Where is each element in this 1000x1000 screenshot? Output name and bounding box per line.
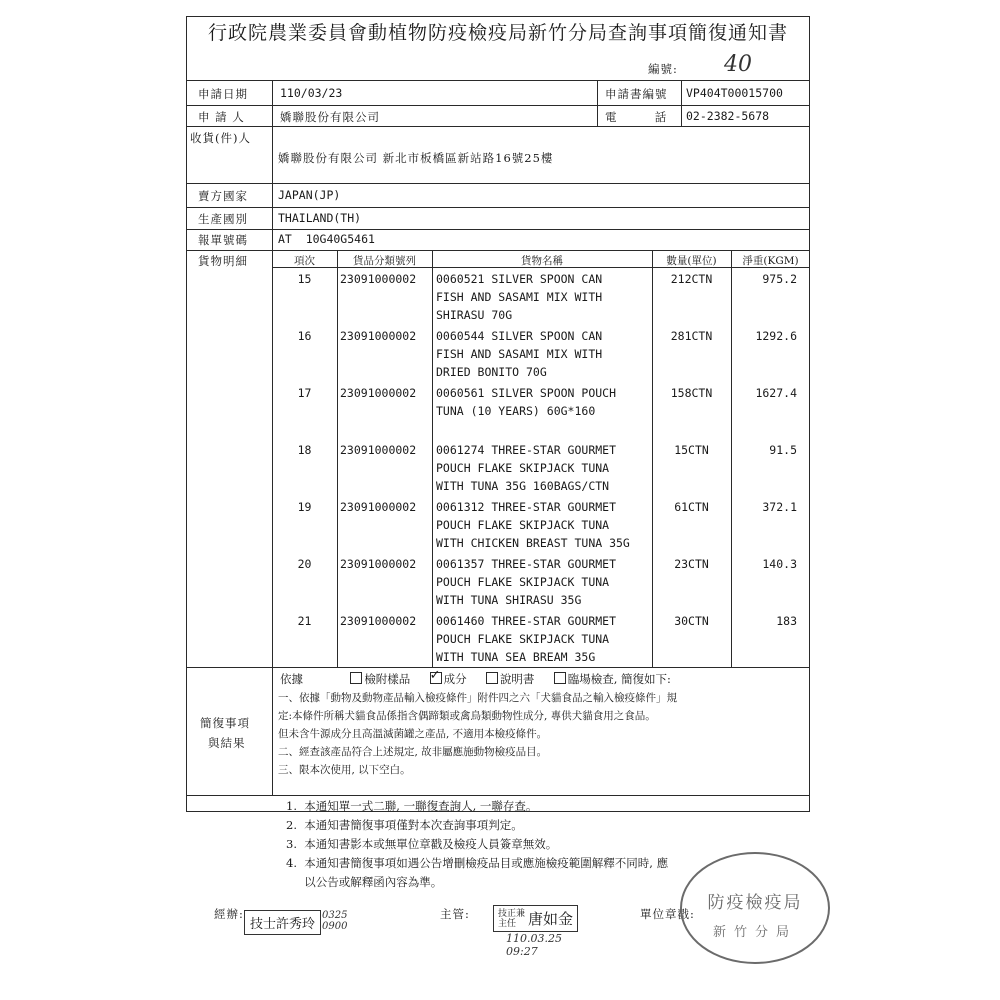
net-weight: 975.2 xyxy=(762,272,797,286)
net-weight: 1627.4 xyxy=(755,386,797,400)
unit-seal-label: 單位章戳: xyxy=(640,907,695,921)
check-inspection: 臨場檢查, 簡復如下: xyxy=(554,672,671,686)
goods-name-line: POUCH FLAKE SKIPJACK TUNA xyxy=(436,632,610,646)
net-weight: 1292.6 xyxy=(755,329,797,343)
result-line-2: 定:本條件所稱犬貓食品係指含偶蹄類或禽鳥類動物性成分, 專供犬貓食用之食品。 xyxy=(278,710,656,722)
supervisor-stamp xyxy=(493,905,578,932)
handler-label: 經辦: xyxy=(214,907,244,921)
phone-label: 電 話 xyxy=(605,110,668,124)
seller-country-label: 賣方國家 xyxy=(198,189,248,203)
supervisor-label: 主管: xyxy=(440,907,470,921)
net-weight: 183 xyxy=(776,614,797,628)
goods-detail-label: 貨物明細 xyxy=(198,254,248,268)
result-label-line1: 簡復事項 xyxy=(200,716,250,730)
seal-text: 防疫檢疫局 xyxy=(707,893,803,913)
goods-name-line: 0060521 SILVER SPOON CAN xyxy=(436,272,603,286)
check-ingredient: ✓ 成分 xyxy=(430,672,467,686)
tariff-code: 23091000002 xyxy=(340,386,417,400)
item-no: 19 xyxy=(297,500,312,514)
goods-name-line: POUCH FLAKE SKIPJACK TUNA xyxy=(436,575,610,589)
note-1: 1. 本通知單一式二聯, 一聯復查詢人, 一聯存查。 xyxy=(286,799,538,813)
net-weight: 91.5 xyxy=(769,443,797,457)
unit-seal xyxy=(680,852,830,964)
quantity: 281CTN xyxy=(670,329,713,343)
result-line-4: 二、經查該產品符合上述規定, 故非屬應施動物檢疫品目。 xyxy=(278,746,548,758)
quantity: 61CTN xyxy=(674,500,709,514)
note-4: 4. 本通知書簡復事項如遇公告增刪檢疫品目或應施檢疫範圍解釋不同時, 應 xyxy=(286,856,669,870)
goods-name-line: POUCH FLAKE SKIPJACK TUNA xyxy=(436,461,610,475)
header-tariff-code: 貨品分類號列 xyxy=(353,255,416,267)
supervisor-title: 技正兼主任 xyxy=(498,908,526,929)
declaration-number-label: 報單號碼 xyxy=(198,233,248,247)
goods-name-line: WITH CHICKEN BREAST TUNA 35G xyxy=(436,536,630,550)
goods-name-line: SHIRASU 70G xyxy=(436,308,513,322)
check-sample: 檢附樣品 xyxy=(350,672,410,686)
checkbox-ingredient xyxy=(430,672,442,684)
note-2: 2. 本通知書簡復事項僅對本次查詢事項判定。 xyxy=(286,818,523,832)
quantity: 212CTN xyxy=(670,272,713,286)
serial-value: 40 xyxy=(724,52,752,77)
checkbox-manual xyxy=(486,672,498,684)
tariff-code: 23091000002 xyxy=(340,272,417,286)
basis-label: 依據 xyxy=(280,672,303,686)
supervisor-name: 唐如金 xyxy=(528,910,574,928)
tariff-code: 23091000002 xyxy=(340,614,417,628)
goods-name-line: 0061312 THREE-STAR GOURMET xyxy=(436,500,617,514)
apply-date-value: 110/03/23 xyxy=(280,86,343,100)
apply-date-label: 申請日期 xyxy=(198,87,248,101)
application-number-value: VP404T00015700 xyxy=(686,86,783,100)
quantity: 23CTN xyxy=(674,557,709,571)
item-no: 21 xyxy=(297,614,312,628)
header-item-no: 項次 xyxy=(294,255,315,267)
goods-name-line: WITH TUNA 35G 160BAGS/CTN xyxy=(436,479,610,493)
header-goods-name: 貨物名稱 xyxy=(521,255,563,267)
supervisor-date: 110.03.25 09:27 xyxy=(506,932,562,958)
goods-name-line: DRIED BONITO 70G xyxy=(436,365,547,379)
quantity: 15CTN xyxy=(674,443,709,457)
handler-date: 0325 0900 xyxy=(322,910,348,932)
origin-country-label: 生產國別 xyxy=(198,212,248,226)
check-manual: 說明書 xyxy=(486,672,535,686)
goods-name-line: POUCH FLAKE SKIPJACK TUNA xyxy=(436,518,610,532)
tariff-code: 23091000002 xyxy=(340,500,417,514)
goods-name-line: TUNA (10 YEARS) 60G*160 xyxy=(436,404,596,418)
tariff-code: 23091000002 xyxy=(340,329,417,343)
note-3: 3. 本通知書影本或無單位章戳及檢疫人員簽章無效。 xyxy=(286,837,558,851)
goods-name-line: 0061357 THREE-STAR GOURMET xyxy=(436,557,617,571)
net-weight: 372.1 xyxy=(762,500,797,514)
origin-country-value: THAILAND(TH) xyxy=(278,211,362,225)
goods-name-line: FISH AND SASAMI MIX WITH xyxy=(436,290,603,304)
applicant-label: 申 請 人 xyxy=(198,110,245,124)
basis-row xyxy=(280,671,671,689)
declaration-number-value: AT 10G40G5461 xyxy=(278,232,375,246)
phone-value: 02-2382-5678 xyxy=(686,109,770,123)
quantity: 158CTN xyxy=(670,386,713,400)
checkbox-sample xyxy=(350,672,362,684)
application-number-label: 申請書編號 xyxy=(605,87,668,101)
note-5: 以公告或解釋函內容為準。 xyxy=(286,875,443,889)
item-no: 20 xyxy=(297,557,312,571)
goods-name-line: 0061274 THREE-STAR GOURMET xyxy=(436,443,617,457)
checkbox-onsite-inspection xyxy=(554,672,566,684)
item-no: 18 xyxy=(297,443,312,457)
quantity: 30CTN xyxy=(674,614,709,628)
result-line-1: 一、依據「動物及動物產品輸入檢疫條件」附件四之六「犬貓食品之輸入檢疫條件」規 xyxy=(278,692,677,704)
net-weight: 140.3 xyxy=(762,557,797,571)
goods-name-line: 0060544 SILVER SPOON CAN xyxy=(436,329,603,343)
header-quantity: 數量(單位) xyxy=(666,255,717,267)
handler-stamp: 技士許秀玲 xyxy=(244,910,321,935)
result-label-line2: 與結果 xyxy=(208,736,246,750)
goods-name-line: 0060561 SILVER SPOON POUCH xyxy=(436,386,617,400)
goods-name-line: FISH AND SASAMI MIX WITH xyxy=(436,347,603,361)
seal-subtext: 新竹分局 xyxy=(712,925,797,940)
tariff-code: 23091000002 xyxy=(340,557,417,571)
goods-name-line: 0061460 THREE-STAR GOURMET xyxy=(436,614,617,628)
result-line-3: 但未含牛源成分且高溫滅菌罐之產品, 不適用本檢疫條件。 xyxy=(278,728,548,740)
seller-country-value: JAPAN(JP) xyxy=(278,188,341,202)
result-line-5: 三、限本次使用, 以下空白。 xyxy=(278,764,411,776)
goods-name-line: WITH TUNA SHIRASU 35G xyxy=(436,593,582,607)
serial-label: 編號: xyxy=(648,62,678,76)
item-no: 16 xyxy=(297,329,312,343)
tariff-code: 23091000002 xyxy=(340,443,417,457)
consignee-label: 收貨(件)人 xyxy=(190,131,251,145)
consignee-value: 嬌聯股份有限公司 新北市板橋區新站路16號25樓 xyxy=(278,151,554,165)
item-no: 15 xyxy=(297,272,312,286)
applicant-value: 嬌聯股份有限公司 xyxy=(280,110,380,124)
item-no: 17 xyxy=(297,386,312,400)
goods-name-line: WITH TUNA SEA BREAM 35G xyxy=(436,650,596,664)
header-net-weight: 淨重(KGM) xyxy=(742,255,799,267)
document-title: 行政院農業委員會動植物防疫檢疫局新竹分局查詢事項簡復通知書 xyxy=(207,22,788,44)
